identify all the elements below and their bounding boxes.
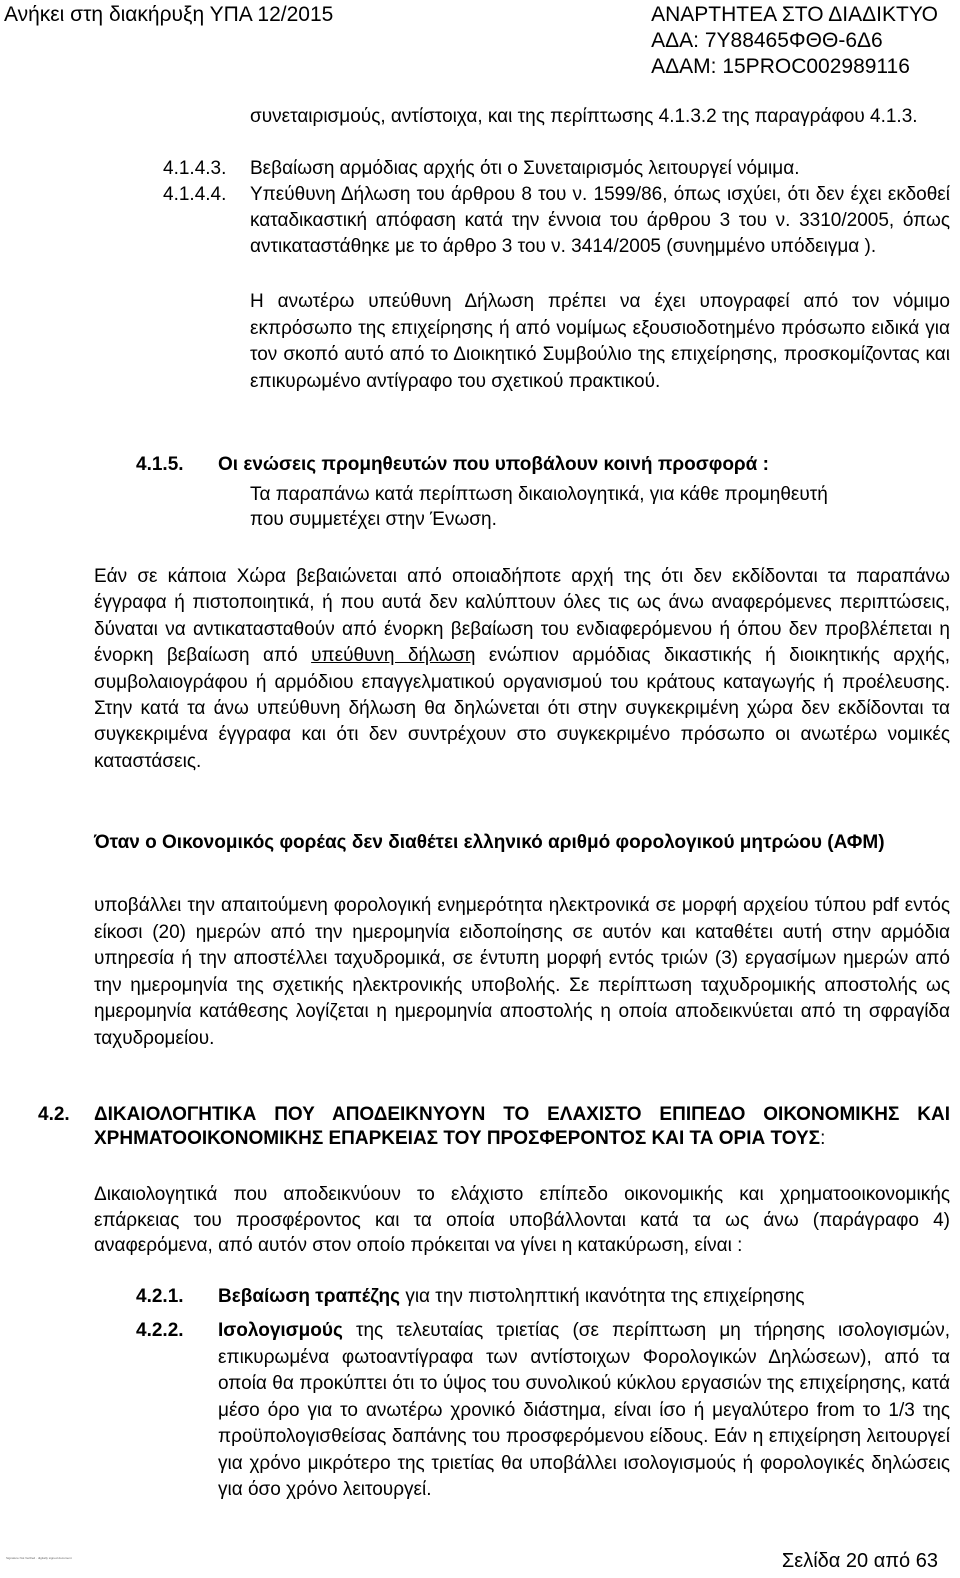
item-4-2-1-text xyxy=(218,1284,958,1310)
item-4-1-4-4-number: 4.1.4.4. xyxy=(163,184,227,205)
section-4-2-intro: Δικαιολογητικά που αποδεικνύουν το ελάχιστο επίπεδο οικονομικής και χρηματοοικονομικής επάρκειας του προσφέροντος και τα οποία υποβάλλονται κατά τα ως άνω (παράγραφο 4) αναφερόμενα, από αυτόν στον οποίο πρόκειται να γίνει η κατακύρωση, είναι : xyxy=(94,1184,950,1256)
section-4-2-title-colon: : xyxy=(820,1128,826,1149)
section-4-1-5-title: Οι ενώσεις προμηθευτών που υποβάλουν κοινή προσφορά : xyxy=(218,454,769,475)
afm-heading: Όταν ο Οικονομικός φορέας δεν διαθέτει ελληνικό αριθμό φορολογικού μητρώου (ΑΦΜ) xyxy=(94,832,885,853)
item-4-1-4-3-text: Βεβαίωση αρμόδιας αρχής ότι ο Συνεταιρισμός λειτουργεί νόμιμα. xyxy=(250,158,800,179)
item-4-2-2-text xyxy=(218,1318,950,1504)
header-right-line1: ΑΝΑΡΤΗΤΕΑ ΣΤΟ ΔΙΑΔΙΚΤΥΟ xyxy=(651,3,938,26)
header-right-line3: ΑΔΑΜ: 15PROC002989116 xyxy=(651,55,910,78)
item-4-2-2-number: 4.2.2. xyxy=(136,1320,184,1341)
item-4-1-4-4-text: Υπεύθυνη Δήλωση του άρθρου 8 του ν. 1599/86, όπως ισχύει, ότι δεν έχει εκδοθεί καταδικαστική απόφαση κατά την έννοια του άρθρου 3 του ν. 3310/2005, όπως αντικαταστάθηκε με το άρθρο 3 του ν. 3414/2005 (συνημμένο υπόδειγμα ). xyxy=(250,184,950,257)
item-4-2-2-bold: Ισολογισμούς xyxy=(218,1320,343,1341)
page-header xyxy=(0,0,960,80)
item-4-2-1-number: 4.2.1. xyxy=(136,1286,184,1307)
section-4-1-5-number: 4.1.5. xyxy=(136,454,184,475)
section-4-2-title xyxy=(94,1103,950,1151)
declaration-note: Η ανωτέρω υπεύθυνη Δήλωση πρέπει να έχει υπογραφεί από τον νόμιμο εκπρόσωπο της επιχείρησης ή από νομίμως εξουσιοδοτημένο πρόσωπο ειδικά για τον σκοπό αυτό από το Διοικητικό Συμβούλιο της επιχείρησης, προσκομίζοντας και επικυρωμένο αντίγραφο του σχετικού πρακτικού. xyxy=(250,291,950,392)
page-number: Σελίδα 20 από 63 xyxy=(781,1550,938,1572)
item-4-1-4-3-number: 4.1.4.3. xyxy=(163,158,227,179)
section-4-2-title-text: ΔΙΚΑΙΟΛΟΓΗΤΙΚΑ ΠΟΥ ΑΠΟΔΕΙΚΝΥΟΥΝ ΤΟ ΕΛΑΧΙΣΤΟ ΕΠΙΠΕΔΟ ΟΙΚΟΝΟΜΙΚΗΣ ΚΑΙ ΧΡΗΜΑΤΟΟΙΚΟΝΟΜΙΚΗΣ ΕΠΑΡΚΕΙΑΣ ΤΟΥ ΠΡΟΣΦΕΡΟΝΤΟΣ ΚΑΙ ΤΑ ΟΡΙΑ ΤΟΥΣ xyxy=(94,1104,950,1149)
country-paragraph-after: ενώπιον αρμόδιας δικαστικής ή διοικητικής αρχής, συμβολαιογράφου ή αρμόδιου επαγγελματικού οργανισμού του κράτους καταγωγής ή προέλευσης. Στην κατά τα άνω υπεύθυνη δήλωση θα δηλώνεται ότι στην συγκεκριμένη χώρα δεν εκδίδονται τα συγκεκριμένα έγγραφα και ότι δεν συντρέχουν στο συγκεκριμένο πρόσωπο οι ανωτέρω νομικές καταστάσεις. xyxy=(94,645,951,772)
country-paragraph-before: Εάν σε κάποια Χώρα βεβαιώνεται από οποιαδήποτε αρχή της ότι δεν εκδίδονται τα παραπάνω έγγραφα ή πιστοποιητικά, ή που αυτά δεν καλύπτουν όλες τις ως άνω αναφερόμενες περιπτώσεις, δύναται να αντικατασταθούν από ένορκη βεβαίωση του ενδιαφερόμενου ή όπου δεν προβλέπεται η ένορκη βεβαίωση από xyxy=(94,566,950,667)
header-right xyxy=(651,2,938,80)
section-4-1-5-text: Τα παραπάνω κατά περίπτωση δικαιολογητικά, για κάθε προμηθευτή που συμμετέχει στην Ένωση. xyxy=(250,484,828,530)
item-4-2-1-rest: για την πιστοληπτική ικανότητα της επιχείρησης xyxy=(400,1286,805,1307)
item-4-2-1-bold: Βεβαίωση τραπέζης xyxy=(218,1286,401,1307)
footer-signature-strip: Signature Not Verified · digitally signed document xyxy=(6,1556,72,1560)
header-right-line2: ΑΔΑ: 7Υ88465ΦΘΘ-6Δ6 xyxy=(651,29,883,52)
header-left: Ανήκει στη διακήρυξη ΥΠΑ 12/2015 xyxy=(4,3,334,26)
afm-paragraph: υποβάλλει την απαιτούμενη φορολογική ενημερότητα ηλεκτρονικά σε μορφή αρχείου τύπου pdf εντός είκοσι (20) ημερών από την ημερομηνία ειδοποίησης σε αυτόν και καταθέτει αυτή στην αρμόδια υπηρεσία ή την αποστέλλει ταχυδρομικά, σε έντυπη μορφή εντός τριών (3) εργασίμων ημερών από την ημερομηνία της σχετικής ηλεκτρονικής υποβολής. Σε περίπτωση ταχυδρομικής αποστολής ως ημερομηνία κατάθεσης λογίζεται η ημερομηνία αποστολής η οποία αποδεικνύεται από τη σφραγίδα ταχυδρομείου. xyxy=(94,895,950,1049)
item-4-2-2-rest: της τελευταίας τριετίας (σε περίπτωση μη τήρησης ισολογισμών, επικυρωμένα φωτοαντίγραφα των αντίστοιχων Φορολογικών Δηλώσεων), από τα οποία θα προκύπτει ότι το ύψος του συνολικού κύκλου εργασιών της επιχείρησης, κατά μέσο όρο για το ανωτέρω χρονικό διάστημα, είναι ίσο ή μεγαλύτερο from το 1/3 της προϋπολογισθείσας δαπάνης του προσφερόμενου είδους. Εάν η επιχείρηση λειτουργεί για χρόνο μικρότερο της τριετίας θα υποβάλλει ισολογισμούς ή φορολογικές δηλώσεις για όσο χρόνο λειτουργεί. xyxy=(218,1320,950,1500)
responsible-declaration-underlined: υπεύθυνη δήλωση xyxy=(311,645,476,667)
section-4-2-number: 4.2. xyxy=(38,1104,70,1125)
item-4-1-4-2-continuation: συνεταιρισμούς, αντίστοιχα, και της περίπτωσης 4.1.3.2 της παραγράφου 4.1.3. xyxy=(250,106,918,127)
country-paragraph xyxy=(94,564,950,775)
